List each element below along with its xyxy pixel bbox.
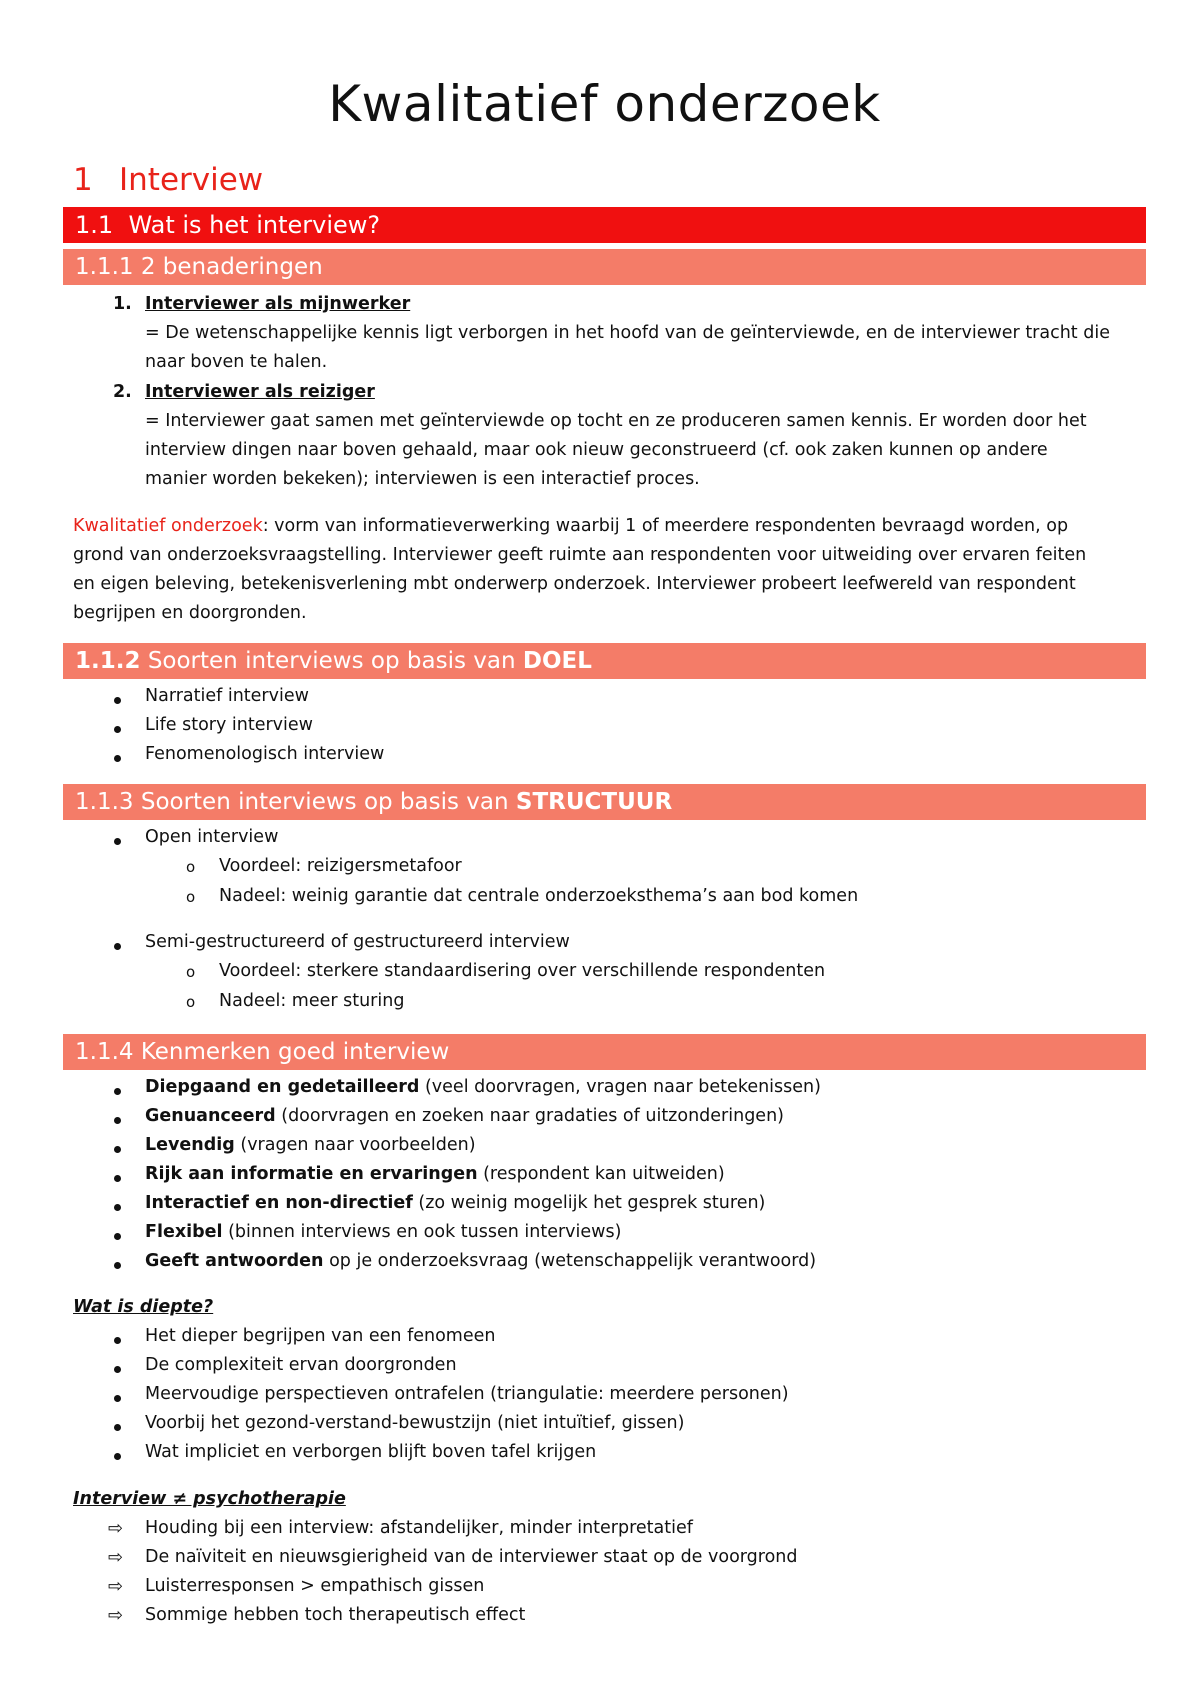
bullet-dot xyxy=(114,755,121,762)
kenmerk-bold: Geeft antwoorden xyxy=(145,1251,324,1271)
structuur-item: Semi-gestructureerd of gestructureerd interview xyxy=(145,932,570,952)
kenmerk-item xyxy=(145,1160,725,1189)
heading-1-1 xyxy=(63,207,1146,243)
diepte-item: De complexiteit ervan doorgronden xyxy=(145,1355,457,1375)
doel-item: Life story interview xyxy=(145,715,313,735)
kenmerk-bold: Diepgaand en gedetailleerd xyxy=(145,1077,420,1097)
bullet-dot xyxy=(114,1395,121,1402)
doel-item: Fenomenologisch interview xyxy=(145,744,385,764)
heading-1-1-2 xyxy=(63,643,1146,679)
kenmerk-item xyxy=(145,1189,765,1218)
bullet-dot xyxy=(114,697,121,704)
kenmerk-rest: (veel doorvragen, vragen naar betekenissen) xyxy=(419,1077,821,1097)
kenmerk-rest: (vragen naar voorbeelden) xyxy=(234,1135,476,1155)
heading-1-1-2-number: 1.1.2 xyxy=(75,648,141,674)
sub-bullet-circle: o xyxy=(186,888,196,906)
kenmerk-bold: Interactief en non-directief xyxy=(145,1193,413,1213)
definition-term: Kwalitatief onderzoek xyxy=(73,516,263,536)
kenmerk-bold: Rijk aan informatie en ervaringen xyxy=(145,1164,478,1184)
structuur-sub-item: Nadeel: meer sturing xyxy=(219,991,405,1011)
bullet-dot xyxy=(114,1424,121,1431)
kenmerk-item xyxy=(145,1218,621,1247)
kenmerk-bold: Genuanceerd xyxy=(145,1106,276,1126)
heading-1-1-1-label: 1.1.1 2 benaderingen xyxy=(75,254,323,280)
psycho-item: Sommige hebben toch therapeutisch effect xyxy=(145,1605,526,1625)
bullet-dot xyxy=(114,943,121,950)
sub-bullet-circle: o xyxy=(186,963,196,981)
kenmerk-rest: (binnen interviews en ook tussen interviews) xyxy=(222,1222,622,1242)
doel-item: Narratief interview xyxy=(145,686,309,706)
psycho-heading: Interview ≠ psychotherapie xyxy=(73,1489,346,1509)
bullet-dot xyxy=(114,1453,121,1460)
heading-1-1-label: Wat is het interview? xyxy=(128,211,381,239)
heading-1-1-4 xyxy=(63,1034,1146,1070)
heading-1-1-3 xyxy=(63,784,1146,820)
structuur-item: Open interview xyxy=(145,827,279,847)
approach-2-line-3: manier worden bekeken); interviewen is een interactief proces. xyxy=(145,469,700,489)
bullet-dot xyxy=(114,838,121,845)
structuur-sub-item: Voordeel: reizigersmetafoor xyxy=(219,856,462,876)
heading-1-label: Interview xyxy=(119,162,264,198)
bullet-dot xyxy=(114,1262,121,1269)
approach-1-line-1: = De wetenschappelijke kennis ligt verborgen in het hoofd van de geïnterviewde, en de interviewer tracht die xyxy=(145,323,1110,343)
definition-line-4: begrijpen en doorgronden. xyxy=(73,603,307,623)
kenmerk-item xyxy=(145,1073,821,1102)
diepte-heading: Wat is diepte? xyxy=(73,1297,214,1317)
bullet-dot xyxy=(114,1204,121,1211)
kenmerk-bold: Levendig xyxy=(145,1135,235,1155)
kenmerk-rest: (doorvragen en zoeken naar gradaties of uitzonderingen) xyxy=(275,1106,784,1126)
heading-1-1-3-number: 1.1.3 xyxy=(75,789,134,815)
definition-line-2: grond van onderzoeksvraagstelling. Interviewer geeft ruimte aan respondenten voor uitweiding over ervaren feiten xyxy=(73,545,1087,565)
heading-1 xyxy=(73,160,263,200)
sub-bullet-circle: o xyxy=(186,993,196,1011)
arrow-icon: ⇨ xyxy=(108,1547,124,1568)
structuur-sub-item: Voordeel: sterkere standaardisering over verschillende respondenten xyxy=(219,961,826,981)
kenmerk-item xyxy=(145,1102,784,1131)
diepte-item: Het dieper begrijpen van een fenomeen xyxy=(145,1326,496,1346)
psycho-item: Houding bij een interview: afstandelijker, minder interpretatief xyxy=(145,1518,693,1538)
approach-1-heading: Interviewer als mijnwerker xyxy=(145,294,411,314)
bullet-dot xyxy=(114,1366,121,1373)
bullet-dot xyxy=(114,1233,121,1240)
definition-paragraph xyxy=(73,512,1143,628)
arrow-icon: ⇨ xyxy=(108,1605,124,1626)
definition-line-1: : vorm van informatieverwerking waarbij 1 of meerdere respondenten bevraagd worden, op xyxy=(262,516,1069,536)
arrow-icon: ⇨ xyxy=(108,1518,124,1539)
bullet-dot xyxy=(114,1088,121,1095)
bullet-dot xyxy=(114,1117,121,1124)
bullet-dot xyxy=(114,726,121,733)
kenmerk-bold: Flexibel xyxy=(145,1222,223,1242)
heading-1-1-4-label: 1.1.4 Kenmerken goed interview xyxy=(75,1039,450,1065)
approach-1 xyxy=(145,290,1145,377)
structuur-sub-item: Nadeel: weinig garantie dat centrale onderzoeksthema’s aan bod komen xyxy=(219,886,859,906)
approach-1-line-2: naar boven te halen. xyxy=(145,352,328,372)
heading-1-number: 1 xyxy=(73,162,93,198)
diepte-item: Voorbij het gezond-verstand-bewustzijn (niet intuïtief, gissen) xyxy=(145,1413,685,1433)
heading-1-1-3-label: Soorten interviews op basis van xyxy=(140,789,516,815)
kenmerk-item xyxy=(145,1247,816,1276)
heading-1-1-2-label: Soorten interviews op basis van xyxy=(147,648,523,674)
bullet-dot xyxy=(114,1175,121,1182)
heading-1-1-number: 1.1 xyxy=(75,211,114,239)
bullet-dot xyxy=(114,1337,121,1344)
psycho-item: Luisterresponsen > empathisch gissen xyxy=(145,1576,485,1596)
approach-2-line-2: interview dingen naar boven gehaald, maar ook nieuw geconstrueerd (cf. ook zaken kunnen op andere xyxy=(145,440,1048,460)
kenmerk-rest: (respondent kan uitweiden) xyxy=(477,1164,725,1184)
kenmerk-rest: op je onderzoeksvraag (wetenschappelijk verantwoord) xyxy=(323,1251,817,1271)
list-number-1: 1. xyxy=(113,294,132,314)
arrow-icon: ⇨ xyxy=(108,1576,124,1597)
sub-bullet-circle: o xyxy=(186,858,196,876)
heading-1-1-2-strong: DOEL xyxy=(522,648,592,674)
diepte-item: Wat impliciet en verborgen blijft boven tafel krijgen xyxy=(145,1442,597,1462)
psycho-item: De naïviteit en nieuwsgierigheid van de interviewer staat op de voorgrond xyxy=(145,1547,798,1567)
diepte-item: Meervoudige perspectieven ontrafelen (triangulatie: meerdere personen) xyxy=(145,1384,789,1404)
heading-1-1-3-strong: STRUCTUUR xyxy=(515,789,673,815)
approach-2 xyxy=(145,378,1145,494)
bullet-dot xyxy=(114,1146,121,1153)
approach-2-line-1: = Interviewer gaat samen met geïnterviewde op tocht en ze produceren samen kennis. Er worden door het xyxy=(145,411,1087,431)
list-number-2: 2. xyxy=(113,382,132,402)
definition-line-3: en eigen beleving, betekenisverlening mbt onderwerp onderzoek. Interviewer probeert leefwereld van respondent xyxy=(73,574,1076,594)
approach-2-heading: Interviewer als reiziger xyxy=(145,382,375,402)
kenmerk-rest: (zo weinig mogelijk het gesprek sturen) xyxy=(412,1193,766,1213)
heading-1-1-1 xyxy=(63,249,1146,285)
kenmerk-item xyxy=(145,1131,476,1160)
document-title: Kwalitatief onderzoek xyxy=(328,75,881,133)
